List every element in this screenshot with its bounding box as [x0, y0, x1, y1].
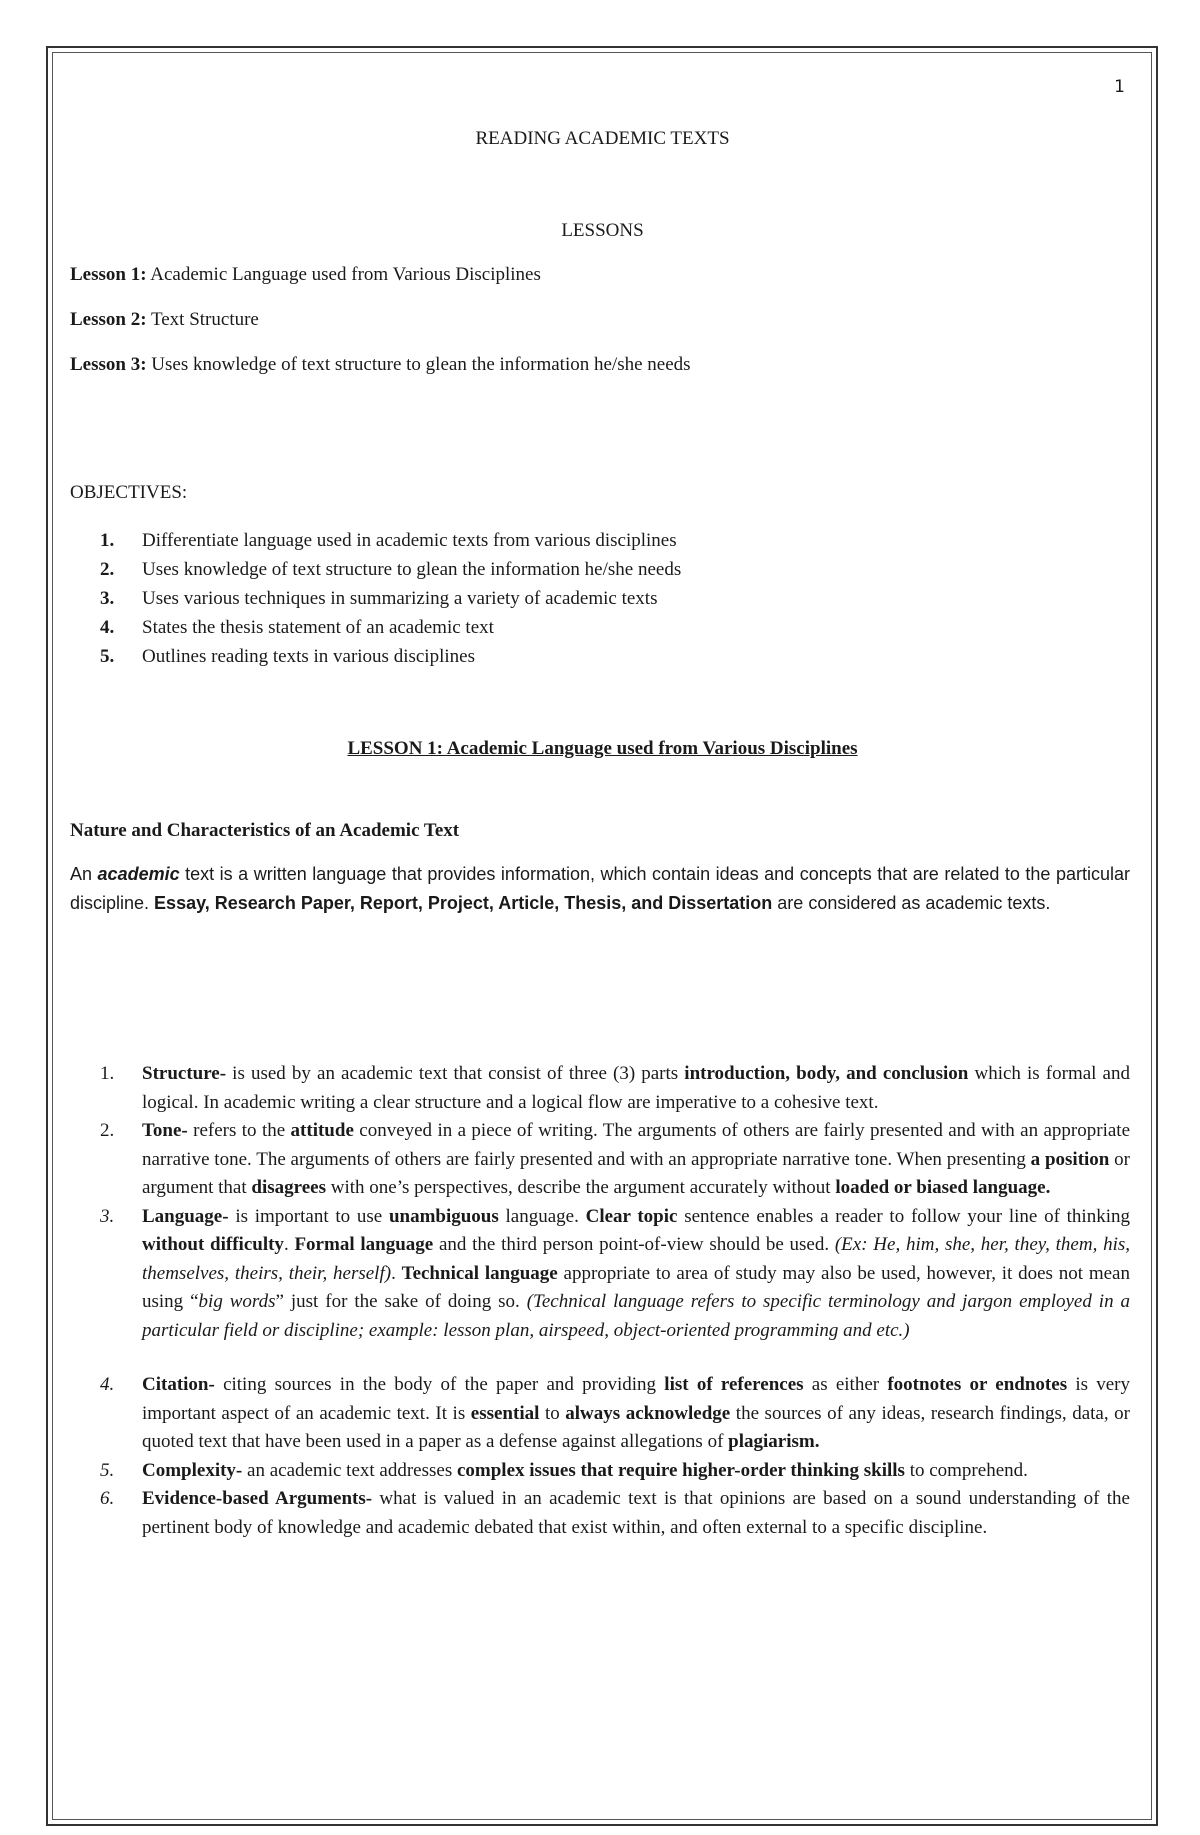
objective-number: 4. — [100, 617, 115, 638]
lesson-line-2 — [70, 307, 259, 332]
characteristic-bold-text: complex issues that require higher-order thinking skills — [456, 1459, 905, 1481]
characteristic-bold-text: Evidence-based Arguments- — [142, 1488, 373, 1509]
characteristic-text: what is valued in an academic text is that opinions are based on a sound understanding of the pertinent body of knowledge and academic debated that exist within, and often external to a specific discipline. — [142, 1488, 1130, 1538]
objective-text: States the thesis statement of an academic text — [142, 617, 494, 638]
intro-paragraph — [70, 860, 1130, 918]
characteristic-text: . — [391, 1262, 402, 1284]
characteristic-bold-text: Structure- — [142, 1063, 227, 1084]
document-page — [70, 60, 1135, 1810]
characteristic-italic-text: (Technical language refers to specific terminology and jargon employed in a particular field or discipline; example: lesson plan, airspeed, object-oriented programming and etc.) — [142, 1291, 1130, 1341]
characteristic-number: 2. — [100, 1120, 115, 1141]
characteristic-item — [100, 1117, 1130, 1203]
characteristic-number: 6. — [100, 1488, 115, 1509]
intro-text: An — [70, 864, 98, 884]
section-heading: Nature and Characteristics of an Academic Text — [70, 820, 460, 841]
characteristic-text: ” just for the sake of doing so. — [275, 1291, 527, 1312]
lesson-text: Text Structure — [150, 309, 259, 330]
characteristic-bold-text: disagrees — [251, 1177, 326, 1198]
objective-item — [100, 528, 681, 557]
lesson-text: Academic Language used from Various Disciplines — [150, 264, 541, 285]
characteristic-text: is very important aspect of an academic text. It is — [142, 1374, 1131, 1424]
characteristic-bold-text: Formal language — [294, 1234, 434, 1255]
objectives-list — [100, 528, 681, 673]
objective-item — [100, 615, 681, 644]
characteristic-bold-text: plagiarism. — [728, 1431, 820, 1452]
characteristic-bold-text: list of references — [664, 1374, 804, 1395]
characteristic-number: 1. — [100, 1063, 115, 1084]
intro-text: are considered as academic texts. — [772, 893, 1051, 914]
characteristic-text: sentence enables a reader to follow your line of thinking — [677, 1205, 1130, 1227]
characteristic-bold-text: attitude — [290, 1120, 354, 1141]
characteristic-bold-text: essential — [470, 1402, 540, 1424]
objective-item — [100, 644, 681, 673]
characteristic-text: as either — [803, 1374, 888, 1395]
characteristic-bold-text: Technical language — [401, 1262, 558, 1284]
lesson-label: Lesson 3: — [70, 354, 147, 375]
characteristic-bold-text: Complexity- — [142, 1459, 243, 1481]
characteristic-bold-text: unambiguous — [388, 1205, 499, 1227]
lesson-line-1 — [70, 262, 541, 287]
lesson-label: Lesson 2: — [70, 309, 147, 330]
lesson-label: Lesson 1: — [70, 264, 147, 285]
objective-text: Uses various techniques in summarizing a variety of academic texts — [142, 588, 658, 609]
lessons-heading: LESSONS — [561, 220, 644, 241]
characteristic-text: conveyed in a piece of writing. The arguments of others are fairly presented and with an appropriate narrative tone. The arguments of others are fairly presented and with an appropriate narrative tone. When presenting — [142, 1120, 1131, 1170]
characteristic-bold-text: always acknowledge — [565, 1402, 731, 1424]
characteristic-text: is important to use — [228, 1205, 389, 1227]
lesson-line-3 — [70, 352, 691, 377]
intro-emphasis: academic — [97, 864, 180, 884]
characteristic-text: or argument that — [142, 1148, 1131, 1198]
objective-text: Uses knowledge of text structure to glean the information he/she needs — [142, 559, 682, 580]
characteristic-bold-text: Language- — [142, 1205, 229, 1227]
characteristic-italic-text: (Ex: He, him, she, her, they, them, his, themselves, theirs, their, herself) — [142, 1234, 1130, 1284]
characteristic-number: 5. — [100, 1459, 115, 1481]
objective-number: 5. — [100, 646, 115, 667]
characteristic-bold-text: a position — [1030, 1148, 1110, 1170]
characteristic-italic-text: big words — [198, 1291, 276, 1312]
characteristic-text: which is formal and logical. In academic writing a clear structure and a logical flow are imperative to a cohesive text. — [142, 1063, 1130, 1113]
characteristic-text: to — [539, 1402, 566, 1424]
characteristic-bold-text: Clear topic — [585, 1205, 678, 1227]
objective-number: 2. — [100, 559, 115, 580]
characteristic-bold-text: without difficulty — [142, 1234, 284, 1255]
objective-number: 1. — [100, 530, 115, 551]
objectives-heading: OBJECTIVES: — [70, 482, 188, 503]
characteristic-text: the sources of any ideas, research findings, data, or quoted text that have been used in a paper as a defense against allegations of — [142, 1402, 1130, 1452]
page-number: 1 — [1114, 77, 1125, 97]
lesson-1-title: LESSON 1: Academic Language used from Various Disciplines — [347, 738, 858, 759]
characteristic-number: 3. — [100, 1205, 115, 1227]
characteristic-text: is used by an academic text that consist of three (3) parts — [226, 1063, 685, 1084]
characteristic-bold-text: loaded or biased language. — [835, 1177, 1051, 1198]
objective-text: Outlines reading texts in various disciplines — [142, 646, 475, 667]
intro-text-types: Essay, Research Paper, Report, Project, Article, Thesis, and Dissertation — [154, 893, 773, 914]
objective-number: 3. — [100, 588, 115, 609]
characteristic-item — [100, 1457, 1130, 1486]
intro-text: text is a written language that provides information, which contain ideas and concepts that are related to the particular discipline. — [70, 864, 1130, 914]
characteristic-text: and the third person point-of-view should be used. — [433, 1234, 835, 1255]
characteristic-number: 4. — [100, 1374, 115, 1395]
characteristic-text: an academic text addresses — [242, 1459, 457, 1481]
characteristic-text: with one’s perspectives, describe the argument accurately without — [326, 1177, 836, 1198]
objective-text: Differentiate language used in academic texts from various disciplines — [142, 530, 677, 551]
lesson-text: Uses knowledge of text structure to glean the information he/she needs — [151, 354, 691, 375]
document-title: READING ACADEMIC TEXTS — [475, 128, 730, 149]
characteristic-text: refers to the — [187, 1120, 291, 1141]
characteristic-bold-text: introduction, body, and conclusion — [684, 1063, 969, 1084]
characteristic-text: citing sources in the body of the paper and providing — [214, 1374, 665, 1395]
characteristic-bold-text: Citation- — [142, 1374, 215, 1395]
characteristic-text: . — [283, 1234, 295, 1255]
characteristics-list — [100, 1060, 1130, 1542]
objective-item — [100, 586, 681, 615]
characteristic-item — [100, 1203, 1130, 1346]
characteristic-item — [100, 1060, 1130, 1117]
characteristic-text: to comprehend. — [904, 1459, 1028, 1481]
characteristic-item — [100, 1485, 1130, 1542]
characteristic-text: appropriate to area of study may also be used, however, it does not mean using “ — [142, 1262, 1130, 1312]
objective-item — [100, 557, 681, 586]
characteristic-item — [100, 1371, 1130, 1457]
characteristic-text: language. — [498, 1205, 586, 1227]
characteristic-bold-text: footnotes or endnotes — [887, 1374, 1068, 1395]
characteristic-bold-text: Tone- — [142, 1120, 188, 1141]
